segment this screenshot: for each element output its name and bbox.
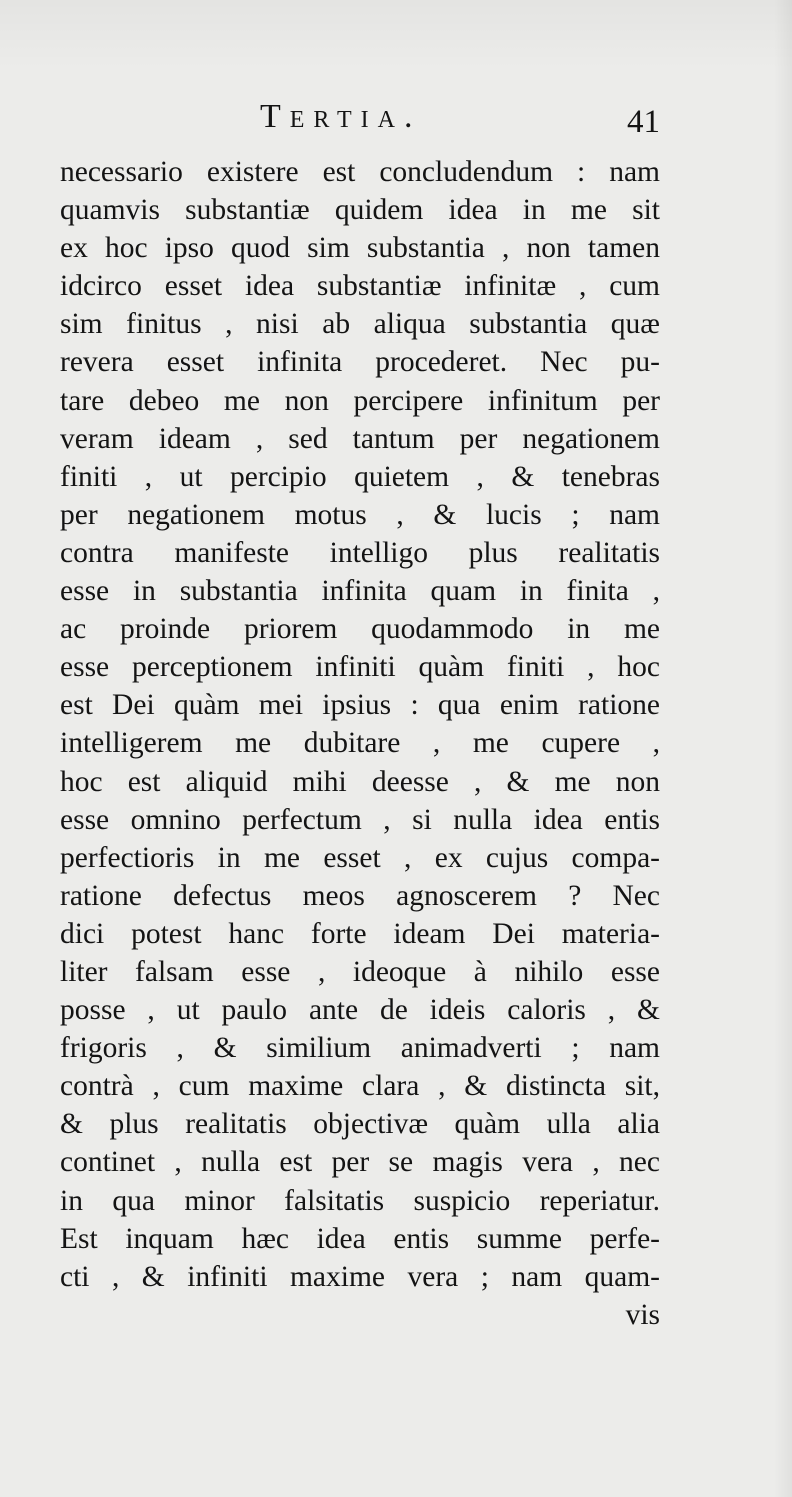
text-line: finiti , ut percipio quietem , & tenebras <box>60 460 660 493</box>
text-line: intelligerem me dubitare , me cupere , <box>60 727 660 760</box>
text-line: esse perceptionem infiniti quàm finiti , hoc <box>60 651 660 684</box>
text-line: ex hoc ipso quod sim substantia , non tamen <box>60 232 660 265</box>
text-line: esse in substantia infinita quam in finita , <box>60 575 660 608</box>
page-header <box>60 98 660 148</box>
text-line: & plus realitatis objectivæ quàm ulla alia <box>60 1108 660 1141</box>
text-line: contra manifeste intelligo plus realitatis <box>60 536 660 569</box>
text-line: ratione defectus meos agnoscerem ? Nec <box>60 879 660 912</box>
text-line: idcirco esset idea substantiæ infinitæ , cum <box>60 270 660 303</box>
text-line: quamvis substantiæ quidem idea in me sit <box>60 194 660 227</box>
text-line: vis <box>625 1298 660 1331</box>
text-line: ac proinde priorem quodammodo in me <box>60 613 660 646</box>
text-line: revera esset infinita procederet. Nec pu- <box>60 346 660 379</box>
body-text <box>60 153 660 1334</box>
text-line: cti , & infiniti maxime vera ; nam quam- <box>60 1260 660 1293</box>
text-line: dici potest hanc forte ideam Dei materia- <box>60 917 660 950</box>
text-line: frigoris , & similium animadverti ; nam <box>60 1032 660 1065</box>
text-line: est Dei quàm mei ipsius : qua enim ratione <box>60 689 660 722</box>
text-line: hoc est aliquid mihi deesse , & me non <box>60 765 660 798</box>
text-line: perfectioris in me esset , ex cujus compa- <box>60 841 660 874</box>
text-line: contrà , cum maxime clara , & distincta sit, <box>60 1070 660 1103</box>
page-number: 41 <box>627 104 660 140</box>
text-line: veram ideam , sed tantum per negationem <box>60 422 660 455</box>
text-line: per negationem motus , & lucis ; nam <box>60 498 660 531</box>
text-line: tare debeo me non percipere infinitum per <box>60 384 660 417</box>
text-line: Est inquam hæc idea entis summe perfe- <box>60 1222 660 1255</box>
text-line: liter falsam esse , ideoque à nihilo esse <box>60 955 660 988</box>
text-line: in qua minor falsitatis suspicio reperiatur. <box>60 1184 660 1217</box>
text-line: posse , ut paulo ante de ideis caloris , & <box>60 994 660 1027</box>
text-line: continet , nulla est per se magis vera , nec <box>60 1146 660 1179</box>
text-line: necessario existere est concludendum : nam <box>60 156 660 188</box>
text-line: esse omnino perfectum , si nulla idea entis <box>60 803 660 836</box>
page-shadow-right <box>774 0 792 1497</box>
running-head: Tertia. <box>260 98 422 135</box>
text-line: sim finitus , nisi ab aliqua substantia quæ <box>60 308 660 341</box>
page-shadow-top <box>0 0 792 70</box>
